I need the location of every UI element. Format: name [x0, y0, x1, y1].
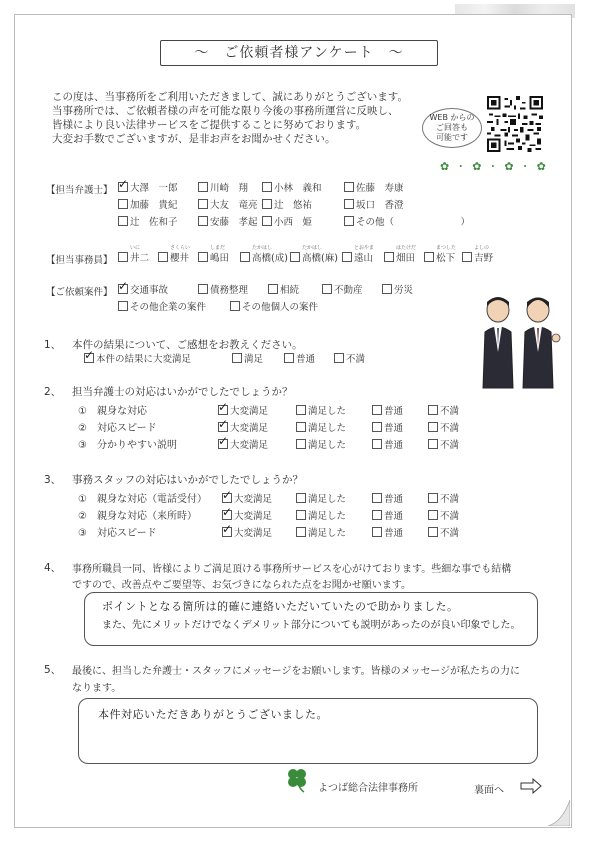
q1-option[interactable]	[284, 351, 315, 365]
checkbox[interactable]	[384, 252, 394, 262]
q2-option[interactable]	[372, 420, 403, 434]
checkbox[interactable]	[268, 284, 278, 294]
case-option[interactable]	[118, 299, 206, 313]
page-curl-decoration	[548, 800, 570, 826]
survey-title: ～ ご依頼者様アンケート ～	[160, 40, 438, 66]
checkbox-checked[interactable]	[218, 405, 228, 415]
checkbox[interactable]	[198, 199, 208, 209]
q2-sub-label: ② 対応スピード	[78, 423, 157, 434]
q3-option[interactable]	[296, 525, 346, 539]
lawyer-option-label: その他（ ）	[356, 217, 471, 228]
staff-option-label: 嶋田	[210, 253, 230, 264]
staff-name-ruby: いに	[130, 245, 141, 251]
q4-handwritten-answer: ポイントとなる箇所は的確に連絡いただいていたので助かりました。	[102, 600, 459, 613]
intro-line: 当事務所では、ご依頼者様の声を可能な限り今後の事務所運営に反映し、	[52, 105, 399, 117]
lawyer-option[interactable]	[262, 214, 312, 228]
q2-option[interactable]	[218, 437, 268, 451]
q1-option[interactable]	[334, 351, 365, 365]
staff-option[interactable]	[462, 250, 493, 264]
checkbox[interactable]	[372, 527, 382, 537]
q3-option-label: 普通	[384, 494, 404, 505]
q2-option-label: 満足した	[308, 406, 347, 417]
lawyer-option-label: 小林 義和	[274, 183, 322, 194]
q3-option[interactable]	[296, 508, 346, 522]
q2-option[interactable]	[218, 420, 268, 434]
case-option-label: 労災	[394, 285, 414, 296]
checkbox[interactable]	[344, 182, 354, 192]
q2-option-label: 満足した	[308, 423, 347, 434]
lawyer-option-label: 大友 竜亮	[210, 200, 258, 211]
q4-number: 4、	[44, 562, 62, 574]
q3-option-label: 普通	[384, 528, 404, 539]
staff-name-ruby: たかはし	[252, 245, 273, 251]
checkbox-checked[interactable]	[218, 439, 228, 449]
checkbox[interactable]	[428, 527, 438, 537]
q2-option-label: 普通	[384, 406, 404, 417]
staff-option[interactable]	[342, 250, 373, 264]
lawyer-option[interactable]	[118, 214, 178, 228]
checkbox[interactable]	[230, 301, 240, 311]
q2-option[interactable]	[296, 437, 346, 451]
checkbox[interactable]	[382, 284, 392, 294]
checkbox-checked[interactable]	[218, 422, 228, 432]
case-option-label: 債務整理	[210, 285, 249, 296]
staff-name-ruby: よしの	[474, 245, 490, 251]
q2-text: 担当弁護士の対応はいかがでしたでしょうか？	[72, 386, 293, 398]
q3-option[interactable]	[222, 525, 272, 539]
case-option[interactable]	[230, 299, 318, 313]
checkbox[interactable]	[372, 405, 382, 415]
lawyer-option[interactable]	[198, 214, 258, 228]
q5-text-line: 最後に、担当した弁護士・スタッフにメッセージをお願いします。皆様のメッセージが私たちの力に	[72, 666, 520, 677]
lawyer-option[interactable]	[262, 180, 322, 194]
staff-name-ruby: たかはし	[302, 245, 323, 251]
q3-option-label: 満足した	[308, 528, 347, 539]
q2-option[interactable]	[372, 437, 403, 451]
q3-option[interactable]	[428, 491, 459, 505]
q2-option[interactable]	[428, 437, 459, 451]
q3-sub-label: ① 親身な対応（電話受付）	[78, 494, 207, 505]
q2-option-label: 大変満足	[230, 423, 269, 434]
q2-number: 2、	[44, 386, 62, 398]
checkbox[interactable]	[118, 216, 128, 226]
case-option-label: 相続	[280, 285, 300, 296]
staff-name-ruby: しまだ	[210, 245, 226, 251]
checkbox[interactable]	[428, 493, 438, 503]
case-option-label: 不動産	[334, 285, 363, 296]
checkbox[interactable]	[344, 199, 354, 209]
q1-option[interactable]	[84, 351, 191, 365]
q3-number: 3、	[44, 474, 62, 486]
q3-option-label: 大変満足	[234, 511, 273, 522]
web-answer-bubble	[422, 108, 482, 148]
q2-option[interactable]	[372, 403, 403, 417]
q1-option-label: 本件の結果に大変満足	[96, 354, 192, 365]
lawyer-section-label: 【担当弁護士】	[46, 185, 113, 196]
case-option-label: その他企業の案件	[130, 302, 207, 313]
staff-option-label: 松下	[436, 253, 456, 264]
case-option-label: その他個人の案件	[242, 302, 319, 313]
q3-option-label: 不満	[440, 494, 460, 505]
checkbox[interactable]	[158, 252, 168, 262]
checkbox[interactable]	[372, 493, 382, 503]
q3-sub-label: ③ 対応スピード	[78, 528, 157, 539]
q1-option[interactable]	[232, 351, 263, 365]
q2-option-label: 満足した	[308, 440, 347, 451]
web-note-line: ご回答も	[436, 123, 468, 132]
lawyer-option-label: 坂口 香澄	[356, 200, 404, 211]
next-page-label[interactable]: 裏面へ	[474, 785, 504, 796]
clover-decoration: ✿・✿・✿・✿	[440, 160, 552, 173]
checkbox[interactable]	[290, 252, 300, 262]
q2-option[interactable]	[428, 403, 459, 417]
case-section-label: 【ご依頼案件】	[46, 287, 113, 298]
checkbox[interactable]	[262, 199, 272, 209]
lawyer-option[interactable]	[262, 197, 312, 211]
checkbox[interactable]	[118, 252, 128, 262]
q3-option-label: 大変満足	[234, 494, 273, 505]
q2-option-label: 大変満足	[230, 406, 269, 417]
checkbox[interactable]	[428, 510, 438, 520]
q3-option[interactable]	[222, 508, 272, 522]
checkbox[interactable]	[296, 422, 306, 432]
checkbox[interactable]	[262, 216, 272, 226]
q1-text: 本件の結果について、ご感想をお教えください。	[72, 339, 303, 351]
checkbox[interactable]	[198, 182, 208, 192]
checkbox[interactable]	[428, 405, 438, 415]
intro-line: 大変お手数でございますが、是非お声をお聞かせください。	[52, 133, 336, 145]
q2-option[interactable]	[296, 403, 346, 417]
q1-option-label: 満足	[244, 354, 264, 365]
case-option[interactable]	[118, 282, 168, 296]
q1-option-label: 普通	[296, 354, 316, 365]
staff-option[interactable]	[240, 250, 288, 264]
checkbox-checked[interactable]	[222, 493, 232, 503]
checkbox[interactable]	[296, 510, 306, 520]
lawyer-option-label: 小西 姫	[274, 217, 313, 228]
staff-name-ruby: はたけだ	[396, 245, 417, 251]
staff-option[interactable]	[424, 250, 455, 264]
case-option-label: 交通事故	[130, 285, 169, 296]
staff-option[interactable]	[290, 250, 338, 264]
lawyer-option-label: 安藤 孝起	[210, 217, 258, 228]
q2-option-label: 不満	[440, 440, 460, 451]
checkbox[interactable]	[322, 284, 332, 294]
lawyer-option-label: 川崎 翔	[210, 183, 249, 194]
checkbox[interactable]	[296, 527, 306, 537]
q2-option-label: 不満	[440, 423, 460, 434]
staff-section-label: 【担当事務員】	[46, 255, 113, 266]
q2-sub-label: ③ 分かりやすい説明	[78, 440, 177, 451]
q2-option-label: 普通	[384, 423, 404, 434]
checkbox-checked[interactable]	[118, 182, 128, 192]
q3-option-label: 不満	[440, 528, 460, 539]
checkbox[interactable]	[428, 439, 438, 449]
lawyer-option-label: 佐藤 寿康	[356, 183, 404, 194]
q3-option[interactable]	[372, 491, 403, 505]
staff-name-ruby: まつした	[436, 245, 457, 251]
q2-option-label: 普通	[384, 440, 404, 451]
lawyer-option[interactable]	[118, 197, 178, 211]
checkbox[interactable]	[342, 252, 352, 262]
q3-option-label: 満足した	[308, 494, 347, 505]
staff-option-label: 吉野	[474, 253, 494, 264]
checkbox[interactable]	[372, 439, 382, 449]
qr-code[interactable]	[487, 96, 543, 152]
q4-handwritten-answer: また、先にメリットだけでなくデメリット部分についても説明があったのが良い印象でした。	[102, 620, 521, 631]
checkbox-checked[interactable]	[222, 527, 232, 537]
checkbox[interactable]	[462, 252, 472, 262]
q2-option-label: 不満	[440, 406, 460, 417]
q3-option[interactable]	[222, 491, 272, 505]
q1-option-label: 不満	[346, 354, 366, 365]
staff-name-ruby: さくらい	[170, 245, 191, 251]
case-option[interactable]	[382, 282, 413, 296]
staff-option-label: 高橋(成)	[252, 253, 288, 264]
lawyer-option-label: 加藤 貴紀	[130, 200, 178, 211]
q4-text-line: 事務所職員一同、皆様によりご満足頂ける事務所サービスを心がけております。些細な事でも結構	[72, 564, 512, 575]
checkbox[interactable]	[118, 199, 128, 209]
checkbox[interactable]	[198, 252, 208, 262]
checkbox-checked[interactable]	[118, 284, 128, 294]
checkbox[interactable]	[344, 216, 354, 226]
q2-option[interactable]	[218, 403, 268, 417]
lawyer-option-label: 辻 佐和子	[130, 217, 178, 228]
q3-option[interactable]	[372, 508, 403, 522]
checkbox[interactable]	[296, 439, 306, 449]
case-option[interactable]	[198, 282, 248, 296]
firm-name: よつば総合法律事務所	[318, 783, 418, 794]
staff-option-label: 遠山	[354, 253, 374, 264]
checkbox[interactable]	[372, 510, 382, 520]
checkbox[interactable]	[198, 284, 208, 294]
checkbox-checked[interactable]	[84, 353, 94, 363]
q3-option[interactable]	[372, 525, 403, 539]
checkbox[interactable]	[262, 182, 272, 192]
q3-option[interactable]	[428, 508, 459, 522]
q4-text-line: ですので、改善点やご要望等、お気づきになられた点をお聞かせ願います。	[72, 580, 411, 591]
q3-text: 事務スタッフの対応はいかがでしたでしょうか？	[72, 474, 303, 486]
lawyer-option-label: 辻 悠祐	[274, 200, 313, 211]
staff-option-label: 井二	[130, 253, 150, 264]
checkbox[interactable]	[240, 252, 250, 262]
q3-option-label: 大変満足	[234, 528, 273, 539]
q2-option[interactable]	[428, 420, 459, 434]
lawyer-characters-illustration	[468, 292, 568, 392]
q5-text-line: なります。	[72, 683, 122, 694]
staff-option[interactable]	[118, 250, 149, 264]
q5-number: 5、	[44, 664, 62, 676]
lawyer-option[interactable]	[344, 197, 404, 211]
staff-name-ruby: とおやま	[354, 245, 375, 251]
lawyer-option[interactable]	[344, 180, 404, 194]
lawyer-option[interactable]	[344, 214, 470, 228]
staff-option[interactable]	[384, 250, 415, 264]
clover-logo-icon	[282, 764, 312, 794]
checkbox[interactable]	[424, 252, 434, 262]
case-option[interactable]	[268, 282, 299, 296]
lawyer-option[interactable]	[198, 180, 248, 194]
intro-text	[52, 90, 412, 146]
q3-option-label: 満足した	[308, 511, 347, 522]
q1-number: 1、	[44, 339, 62, 351]
q3-option[interactable]	[296, 491, 346, 505]
checkbox[interactable]	[296, 405, 306, 415]
checkbox[interactable]	[118, 301, 128, 311]
checkbox[interactable]	[372, 422, 382, 432]
q3-sub-label: ② 親身な対応（来所時）	[78, 511, 197, 522]
checkbox[interactable]	[284, 353, 294, 363]
q5-handwritten-answer: 本件対応いただきありがとうございました。	[98, 708, 328, 721]
checkbox[interactable]	[428, 422, 438, 432]
lawyer-option[interactable]	[118, 180, 178, 194]
q3-option[interactable]	[428, 525, 459, 539]
checkbox[interactable]	[198, 216, 208, 226]
staff-option-label: 高橋(麻)	[302, 253, 338, 264]
q3-option-label: 普通	[384, 511, 404, 522]
q2-sub-label: ① 親身な対応	[78, 406, 147, 417]
checkbox[interactable]	[334, 353, 344, 363]
staff-option-label: 畑田	[396, 253, 416, 264]
lawyer-option[interactable]	[198, 197, 258, 211]
checkbox-checked[interactable]	[222, 510, 232, 520]
staff-option[interactable]	[198, 250, 229, 264]
intro-line: この度は、当事務所をご利用いただきまして、誠にありがとうございます。	[52, 91, 408, 103]
checkbox[interactable]	[296, 493, 306, 503]
staff-option[interactable]	[158, 250, 189, 264]
q3-option-label: 不満	[440, 511, 460, 522]
q2-option-label: 大変満足	[230, 440, 269, 451]
lawyer-option-label: 大澤 一郎	[130, 183, 178, 194]
staff-option-label: 櫻井	[170, 253, 190, 264]
q2-option[interactable]	[296, 420, 346, 434]
checkbox[interactable]	[232, 353, 242, 363]
web-note-line: WEB からの	[429, 113, 475, 122]
arrow-right-icon[interactable]	[520, 778, 542, 794]
web-note-line: 可能です	[436, 133, 468, 142]
intro-line: 皆様により良い法律サービスをご提供することに努めております。	[52, 119, 367, 131]
case-option[interactable]	[322, 282, 363, 296]
